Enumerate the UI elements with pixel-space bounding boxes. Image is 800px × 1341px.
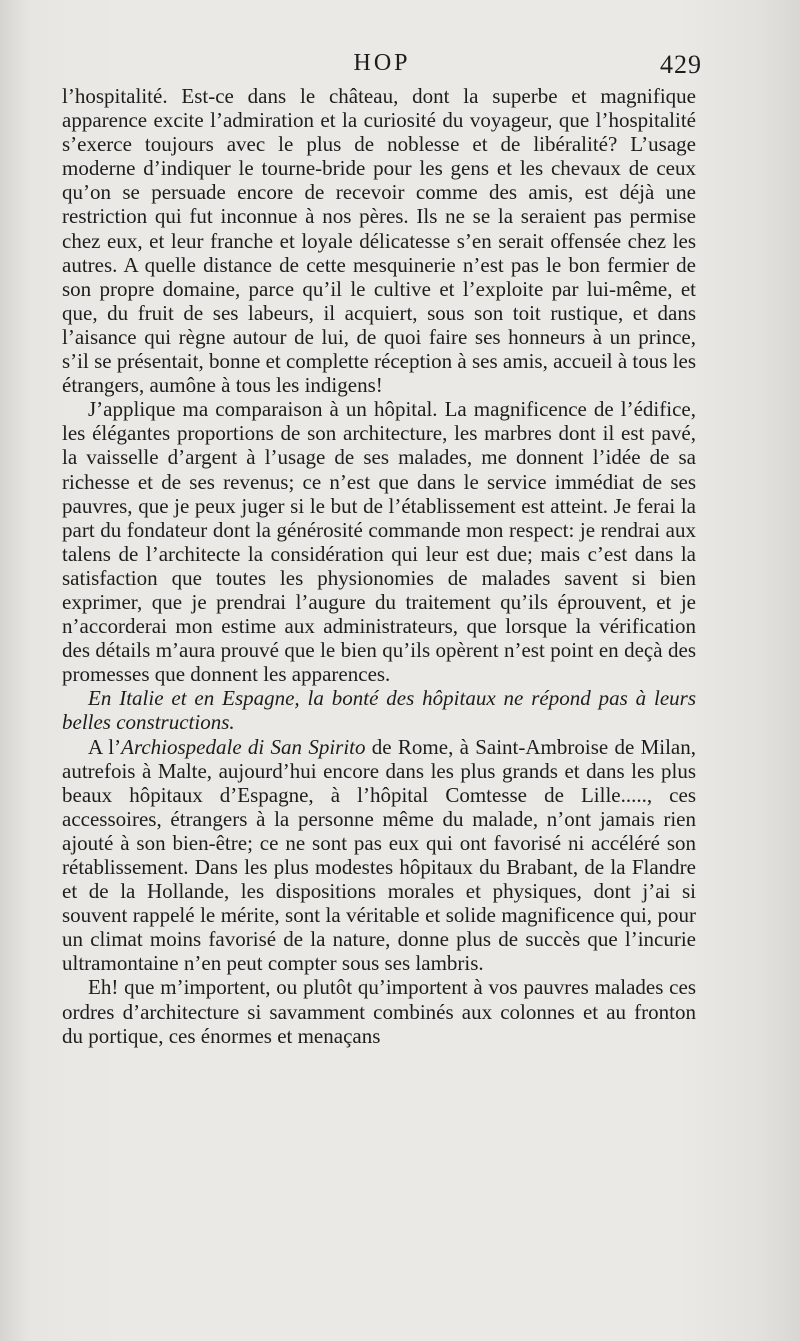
paragraph-archiospedale xyxy=(62,735,696,976)
running-title: HOP xyxy=(353,50,411,76)
paragraph-hospitality: l’hospitalité. Est-ce dans le château, dont la superbe et magnifique apparence excite l’admiration et la curiosité du voyageur, que l’hospitalité s’exerce toujours avec le plus de noblesse et de libéralité? L’usage moderne d’indiquer le tourne-bride pour les gens et les chevaux de ceux qu’on se persuade encore de recevoir comme des amis, est déjà une restriction qui fut inconnue à nos pères. Ils ne se la seraient pas permise chez eux, et leur franche et loyale délicatesse s’en serait offensée chez les autres. A quelle distance de cette mesquinerie n’est pas le bon fermier de son propre domaine, parce qu’il le cultive et l’exploite par lui-même, et que, du fruit de ses labeurs, il acquiert, sous son toit rustique, et dans l’aisance qui règne autour de lui, de quoi faire ses honneurs à un prince, s’il se présentait, bonne et complette réception à ses amis, accueil à tous les étrangers, aumône à tous les indigens! xyxy=(62,84,696,398)
paragraph-prefix: A l’ xyxy=(88,734,122,759)
paragraph-body: de Rome, à Saint-Ambroise de Milan, autrefois à Malte, aujourd’hui encore dans les plus grands et dans les plus beaux hôpitaux d’Espagne, à l’hôpital Comtesse de Lille....., ces accessoires, étrangers à la personne même du malade, n’ont jamais rien ajouté à son bien-être; ce ne sont pas eux qui ont favorisé ni accéléré son rétablissement. Dans les plus modestes hôpitaux du Brabant, de la Flandre et de la Hollande, les dispositions morales et physiques, dont j’ai si souvent rappelé le mérite, sont la véritable et solide magnificence qui, pour un climat moins favorisé de la nature, donne plus de succès que l’incurie ultramontaine n’en peut compter sous ses lambris. xyxy=(62,734,696,976)
body-text xyxy=(62,84,696,1048)
paragraph-italy-spain: En Italie et en Espagne, la bonté des hôpitaux ne répond pas à leurs belles constructions. xyxy=(62,686,696,735)
page-number: 429 xyxy=(660,50,702,79)
running-head xyxy=(62,48,702,84)
hospital-name-italic: Archiospedale di San Spirito xyxy=(121,734,366,759)
paragraph-architecture: Eh! que m’importent, ou plutôt qu’importent à vos pauvres malades ces ordres d’architecture si savamment combinés aux colonnes et au fronton du portique, ces énormes et menaçans xyxy=(62,975,696,1048)
paragraph-hospital-comparison: J’applique ma comparaison à un hôpital. La magnificence de l’édifice, les élégantes proportions de son architecture, les marbres dont il est pavé, la vaisselle d’argent à l’usage de ses malades, me donnent l’idée de sa richesse et de ses revenus; ce n’est que dans le service immédiat de ses pauvres, que je peux juger si le but de l’établissement est atteint. Je ferai la part du fondateur dont la générosité commande mon respect: je rendrai aux talens de l’architecte la considération qui leur est due; mais c’est dans la satisfaction que toutes les physionomies de malades savent si bien exprimer, que je prendrai l’augure du traitement qu’ils éprouvent, et je n’accorderai mon estime aux administrateurs, que lorsque la vérification des détails m’aura prouvé que le bien qu’ils opèrent n’est point en deçà des promesses que donnent les apparences. xyxy=(62,397,696,687)
